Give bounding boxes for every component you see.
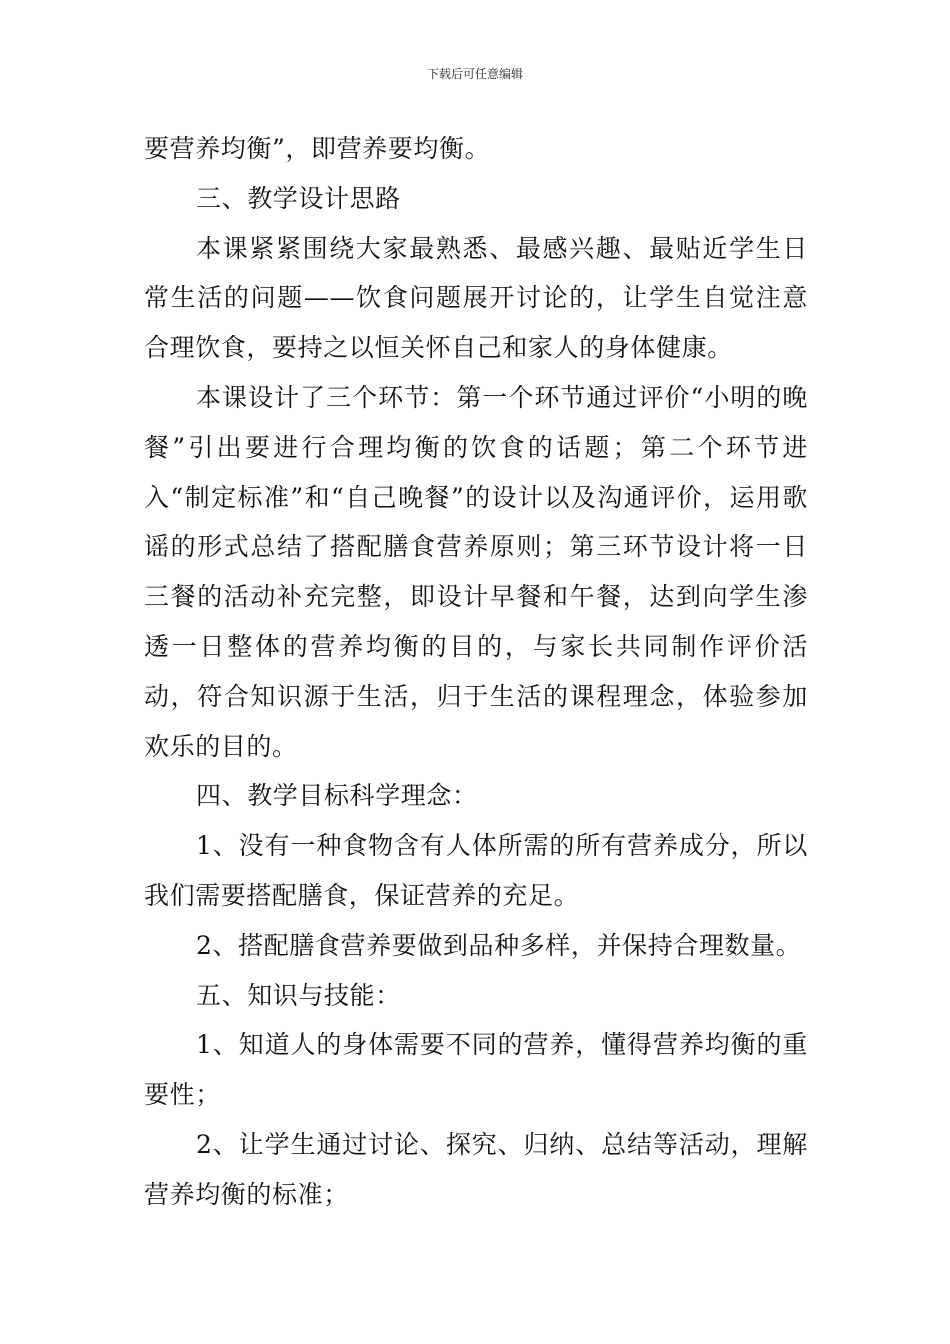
paragraph-three-stages: 本课设计了三个环节：第一个环节通过评价“小明的晚餐”引出要进行合理均衡的饮食的话题；第二个环节进入“制定标准”和“自己晚餐”的设计以及沟通评价，运用歌谣的形式总结了搭配膳食营养原则；第三环节设计将一日三餐的活动补充完整，即设计早餐和午餐，达到向学生渗透一日整体的营养均衡的目的，与家长共同制作评价活动，符合知识源于生活，归于生活的课程理念，体验参加欢乐的目的。 [144, 382, 808, 761]
objective-item-1: 1、没有一种食物含有人体所需的所有营养成分，所以我们需要搭配膳食，保证营养的充足。 [144, 831, 808, 910]
section-heading-design-approach: 三、教学设计思路 [196, 183, 401, 213]
skill-item-2: 2、让学生通过讨论、探究、归纳、总结等活动，理解营养均衡的标准； [144, 1129, 808, 1209]
section-heading-objectives: 四、教学目标科学理念： [196, 781, 478, 811]
paragraph-design-overview: 本课紧紧围绕大家最熟悉、最感兴趣、最贴近学生日常生活的问题——饮食问题展开讨论的，让学生自觉注意合理饮食，要持之以恒关怀自己和家人的身体健康。 [144, 233, 808, 363]
document-body [144, 124, 808, 1220]
section-heading-knowledge-skills: 五、知识与技能： [196, 980, 401, 1010]
paragraph-continuation: 要营养均衡”，即营养要均衡。 [144, 134, 491, 163]
objective-item-2: 2、搭配膳食营养要做到品种多样，并保持合理数量。 [196, 930, 802, 960]
skill-item-1: 1、知道人的身体需要不同的营养，懂得营养均衡的重要性； [144, 1030, 808, 1110]
page-header: 下载后可任意编辑 [426, 67, 523, 81]
